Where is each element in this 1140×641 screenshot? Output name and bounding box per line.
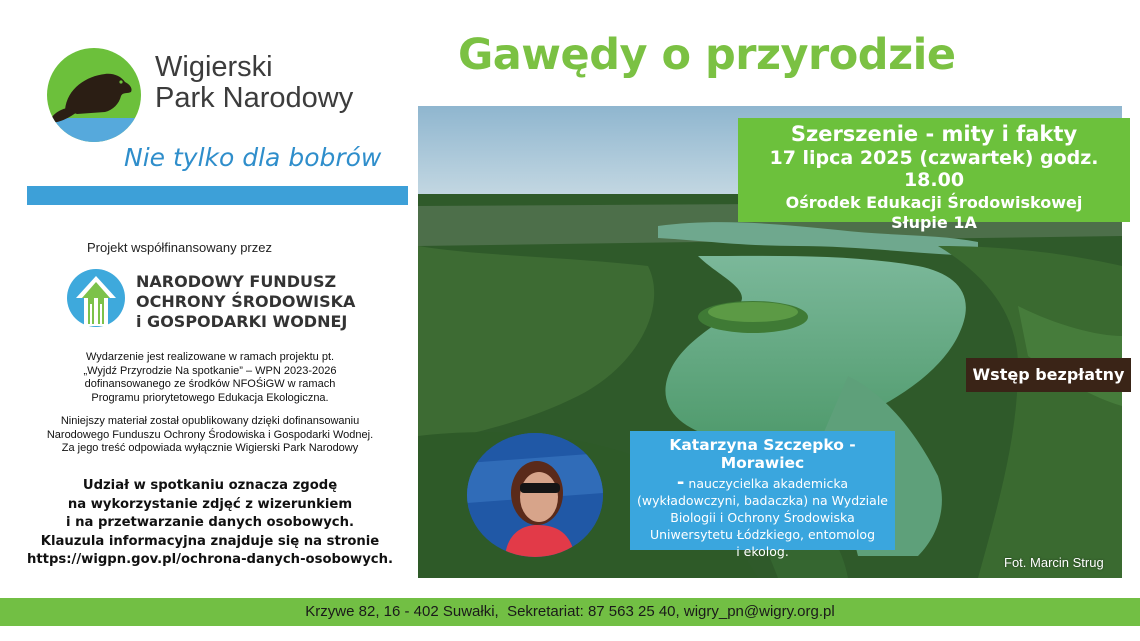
event-place: Ośrodek Edukacji Środowiskowej [785, 193, 1083, 212]
consent-line2: na wykorzystanie zdjęć z wizerunkiem [67, 496, 353, 512]
disclaimer-line3: Za jego treść odpowiada wyłącznie Wigierski Park Narodowy [61, 442, 359, 454]
footer-address: Krzywe 82, 16 - 402 Suwałki, [305, 603, 499, 620]
project-info-line2: „Wyjdź Przyrodzie Na spotkanie” – WPN 2023-2026 [83, 364, 337, 377]
speaker-desc-line5: i ekolog. [736, 544, 789, 559]
disclaimer-line2: Narodowego Funduszu Ochrony Środowiska i Gospodarki Wodnej. [46, 428, 374, 441]
speaker-desc-text1: nauczycielka akademicka [688, 476, 849, 491]
project-info-line4: Programu priorytetowego Edukacja Ekologiczna. [91, 391, 329, 404]
page-title: Gawędy o przyrodzie [458, 30, 956, 80]
footer-bar [0, 598, 1140, 626]
consent-notice [0, 477, 420, 570]
admission-badge: Wstęp bezpłatny [966, 358, 1131, 392]
speaker-description [630, 474, 895, 560]
disclaimer-line1: Niniejszy materiał został opublikowany dzięki dofinansowaniu [60, 415, 360, 427]
speaker-photo-icon [467, 433, 603, 557]
nfosigw-line2: OCHRONY ŚRODOWISKA [136, 292, 356, 311]
park-name-line2: Park Narodowy [155, 82, 354, 114]
project-info [20, 351, 400, 405]
speaker-portrait [467, 433, 603, 557]
nfosigw-line1: NARODOWY FUNDUSZ [136, 272, 337, 291]
consent-line1: Udział w spotkaniu oznacza zgodę [82, 478, 338, 493]
tagline: Nie tylko dla bobrów [124, 143, 382, 172]
consent-line4: Klauzula informacyjna znajduje się na stronie [40, 533, 380, 549]
speaker-dash: - [676, 472, 685, 493]
speaker-desc-line3: Biologii i Ochrony Środowiska [670, 510, 855, 525]
nfosigw-line3: i GOSPODARKI WODNEJ [136, 312, 348, 331]
blue-divider [27, 186, 408, 205]
event-title: Szerszenie - mity i fakty [790, 122, 1078, 146]
speaker-desc-line2: (wykładowczyni, badaczka) na Wydziale [637, 493, 888, 508]
cofinance-label: Projekt współfinansowany przez [87, 240, 272, 255]
photo-credit: Fot. Marcin Strug [1004, 555, 1104, 570]
park-name-line1: Wigierski [155, 51, 273, 83]
event-info-box [738, 118, 1130, 232]
project-info-line1: Wydarzenie jest realizowane w ramach projektu pt. [85, 351, 335, 363]
consent-url[interactable]: https://wigpn.gov.pl/ochrona-danych-osobowych. [26, 552, 394, 567]
event-date: 17 lipca 2025 (czwartek) godz. 18.00 [769, 147, 1099, 191]
event-address: Słupie 1A [891, 213, 977, 232]
speaker-name: Katarzyna Szczepko - Morawiec [669, 436, 856, 472]
speaker-desc-line1 [630, 474, 895, 492]
footer-contact[interactable]: Sekretariat: 87 563 25 40, wigry_pn@wigry.org.pl [507, 603, 835, 620]
beaver-icon [47, 48, 141, 142]
park-name [155, 52, 353, 114]
disclaimer [20, 415, 400, 456]
consent-line3: i na przetwarzanie danych osobowych. [65, 515, 355, 530]
speaker-desc-line4: Uniwersytetu Łódzkiego, entomolog [649, 527, 876, 542]
nfosigw-logo-icon [66, 268, 126, 332]
project-info-line3: dofinansowanego ze środków NFOŚiGW w ramach [84, 378, 336, 390]
speaker-info-box [630, 431, 895, 559]
park-logo [47, 48, 141, 142]
nfosigw-name [136, 272, 355, 332]
